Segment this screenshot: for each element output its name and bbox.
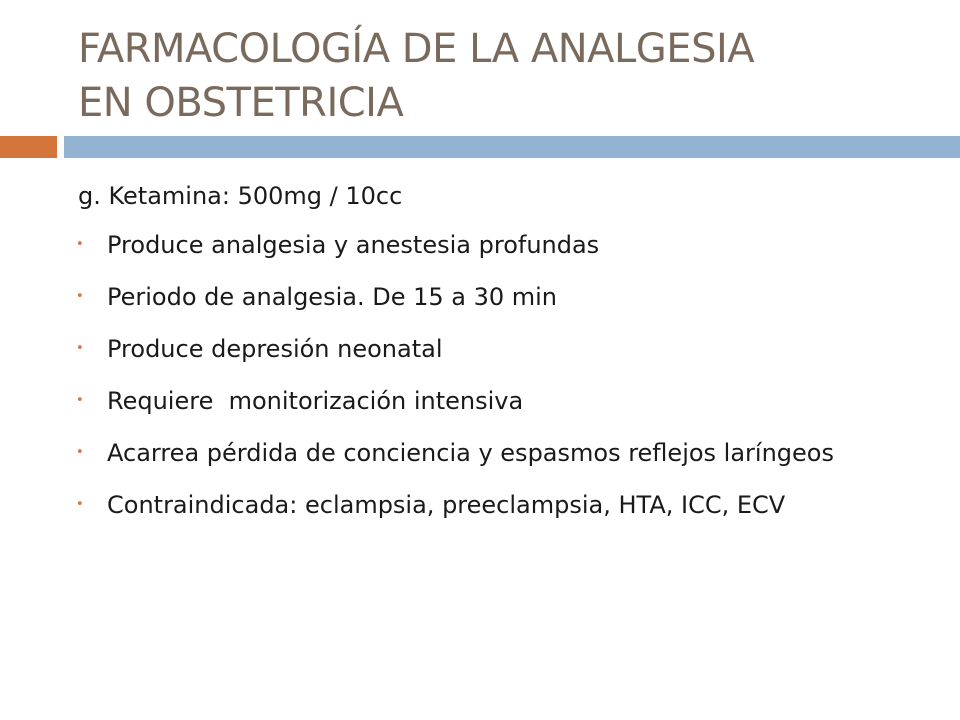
bullet-text: Periodo de analgesia. De 15 a 30 min (107, 283, 558, 311)
list-item (78, 382, 928, 420)
list-item (78, 486, 928, 524)
slide-title (78, 22, 918, 130)
accent-bar-orange (0, 136, 57, 158)
bullet-icon: • (76, 341, 84, 356)
bullet-icon: • (76, 237, 84, 252)
title-line: EN OBSTETRICIA (78, 80, 404, 126)
list-item (78, 226, 928, 264)
bullet-icon: • (76, 393, 84, 408)
bullet-icon: • (76, 497, 84, 512)
bullet-text: Contraindicada: eclampsia, preeclampsia, HTA, ICC, ECV (107, 491, 786, 519)
slide-body (78, 176, 928, 538)
title-line: FARMACOLOGÍA DE LA ANALGESIA (78, 26, 755, 72)
accent-bar-blue (64, 136, 960, 158)
bullet-icon: • (76, 445, 84, 460)
list-item (78, 434, 928, 472)
bullet-text: Acarrea pérdida de conciencia y espasmos reflejos laríngeos (107, 439, 834, 467)
lead-text: g. Ketamina: 500mg / 10cc (78, 182, 403, 210)
bullet-list (78, 226, 928, 524)
bullet-icon: • (76, 289, 84, 304)
bullet-text: Produce depresión neonatal (107, 335, 443, 363)
list-item (78, 278, 928, 316)
list-item (78, 330, 928, 368)
bullet-text: Produce analgesia y anestesia profundas (107, 231, 600, 259)
bullet-text: Requiere monitorización intensiva (107, 387, 524, 415)
